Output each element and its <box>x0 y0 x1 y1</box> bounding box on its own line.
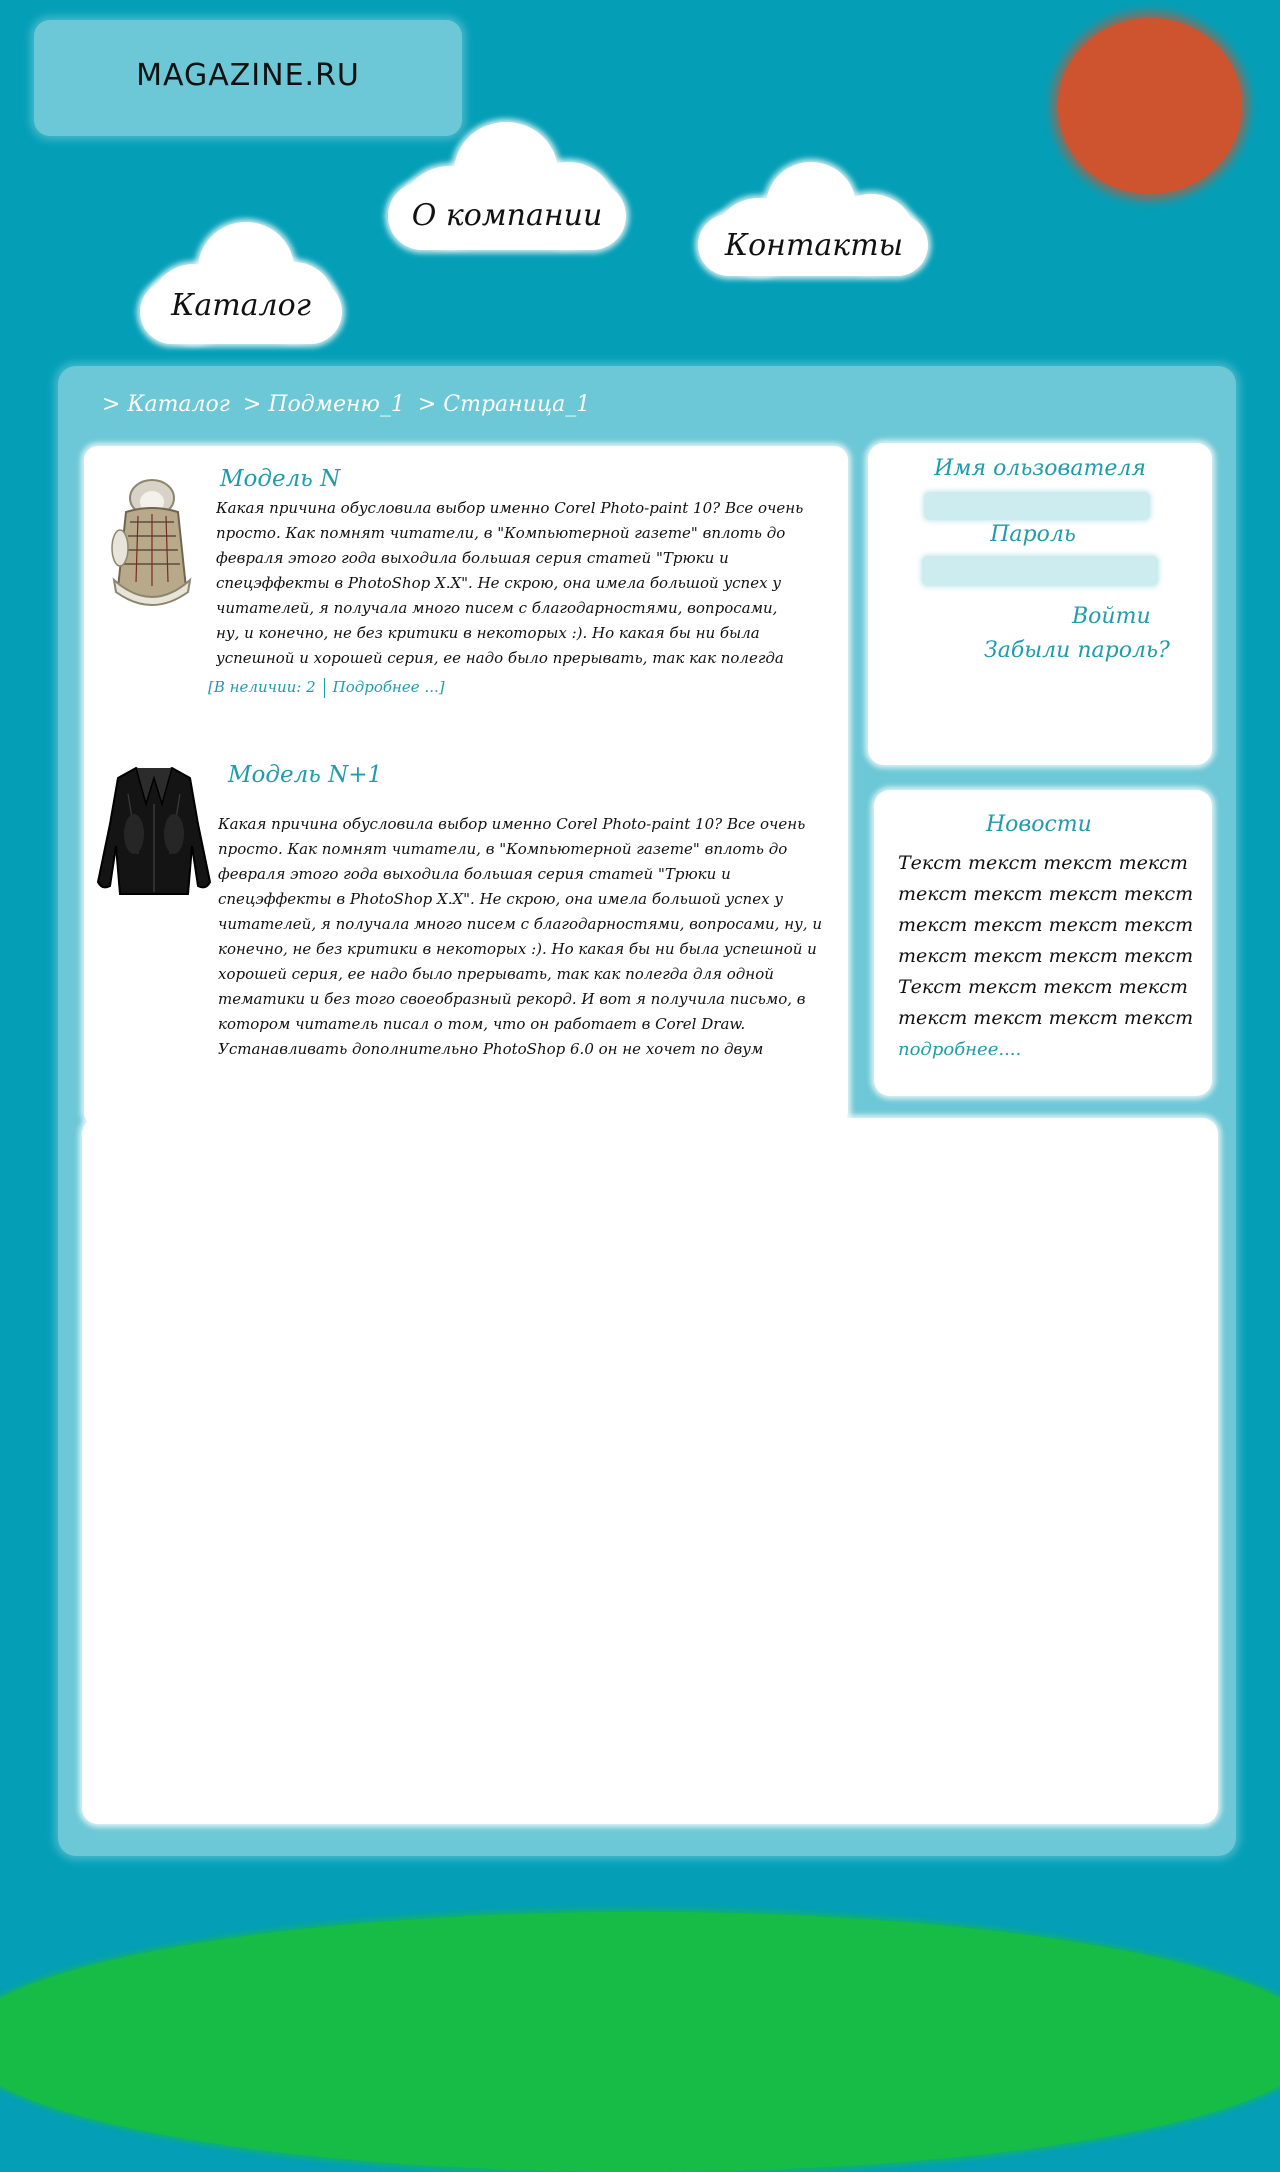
link-divider <box>324 678 325 698</box>
grass-decoration <box>0 1912 1280 2172</box>
content-area-card <box>82 1118 1218 1824</box>
password-input[interactable] <box>922 556 1158 586</box>
nav-item-about[interactable] <box>384 116 630 256</box>
news-title: Новости <box>986 812 1092 837</box>
product-title[interactable]: Модель N <box>220 466 341 492</box>
forgot-password-link[interactable]: Забыли пароль? <box>984 638 1170 663</box>
password-label: Пароль <box>990 522 1076 547</box>
news-text <box>898 848 1198 1065</box>
news-line: текст текст текст текст <box>898 1007 1194 1029</box>
product-image-jacket[interactable] <box>108 478 198 614</box>
news-line: текст текст текст текст <box>898 914 1194 936</box>
breadcrumb <box>102 392 596 417</box>
breadcrumb-item-page[interactable]: > Страница_1 <box>417 392 591 417</box>
username-label: Имя ользователя <box>934 456 1146 481</box>
nav-item-catalog-label: Каталог <box>171 288 311 323</box>
news-line: текст текст текст текст <box>898 883 1194 905</box>
news-line: Текст текст текст текст <box>898 976 1188 998</box>
username-input[interactable] <box>924 492 1150 520</box>
sun-decoration <box>1058 18 1242 194</box>
more-link[interactable]: Подробнее ...] <box>332 678 445 696</box>
product-description: Какая причина обусловила выбор именно Corel Photo-paint 10? Все очень просто. Как помнят читатели, в "Компьютерной газете" вплоть до февраля этого года выходила большая серия статей "Трюки и спецэффекты в PhotoShop X.X". Не скрою, она имела большой успех у читателей, я получала много писем с благодарностями, вопросами, ну, и конечно, не без критики в некоторых :). Но какая бы ни была успешной и хорошей серия, ее надо было прерывать, так как полегда для одной тематики и без того своеобразный рекорд. И вот я получила письмо, в котором читатель писал о том, что он работает в Corel Draw. Устанавливать дополнительно PhotoShop 6.0 он не хочет по двум <box>218 815 822 1058</box>
news-line: Текст текст текст текст <box>898 852 1188 874</box>
breadcrumb-item-catalog[interactable]: > Каталог <box>102 392 230 417</box>
site-logo-text: MAGAZINE.RU <box>136 58 360 93</box>
nav-item-catalog[interactable] <box>136 220 346 350</box>
breadcrumb-item-submenu[interactable]: > Подменю_1 <box>242 392 405 417</box>
nav-item-contacts[interactable] <box>696 158 932 282</box>
stock-status: [В неличии: 2 <box>208 678 316 696</box>
login-button[interactable]: Войти <box>1072 604 1151 629</box>
news-line: текст текст текст текст <box>898 945 1194 967</box>
product-links <box>208 678 445 698</box>
leather-coat-icon <box>94 764 214 900</box>
news-more-link[interactable]: подробнее.... <box>898 1039 1022 1060</box>
product-image-coat[interactable] <box>94 764 214 900</box>
nav-item-contacts-label: Контакты <box>724 228 904 263</box>
nav-item-about-label: О компании <box>411 198 603 233</box>
product-description: Какая причина обусловила выбор именно Corel Photo-paint 10? Все очень просто. Как помнят читатели, в "Компьютерной газете" вплоть до февраля этого года выходила большая серия статей "Трюки и спецэффекты в PhotoShop X.X". Не скрою, она имела большой успех у читателей, я получала много писем с благодарностями, вопросами, ну, и конечно, не без критики в некоторых :). Но какая бы ни была успешной и хорошей серия, ее надо было прерывать, так как полегда <box>216 499 804 667</box>
hooded-jacket-icon <box>108 478 198 614</box>
product-title[interactable]: Модель N+1 <box>228 762 383 788</box>
